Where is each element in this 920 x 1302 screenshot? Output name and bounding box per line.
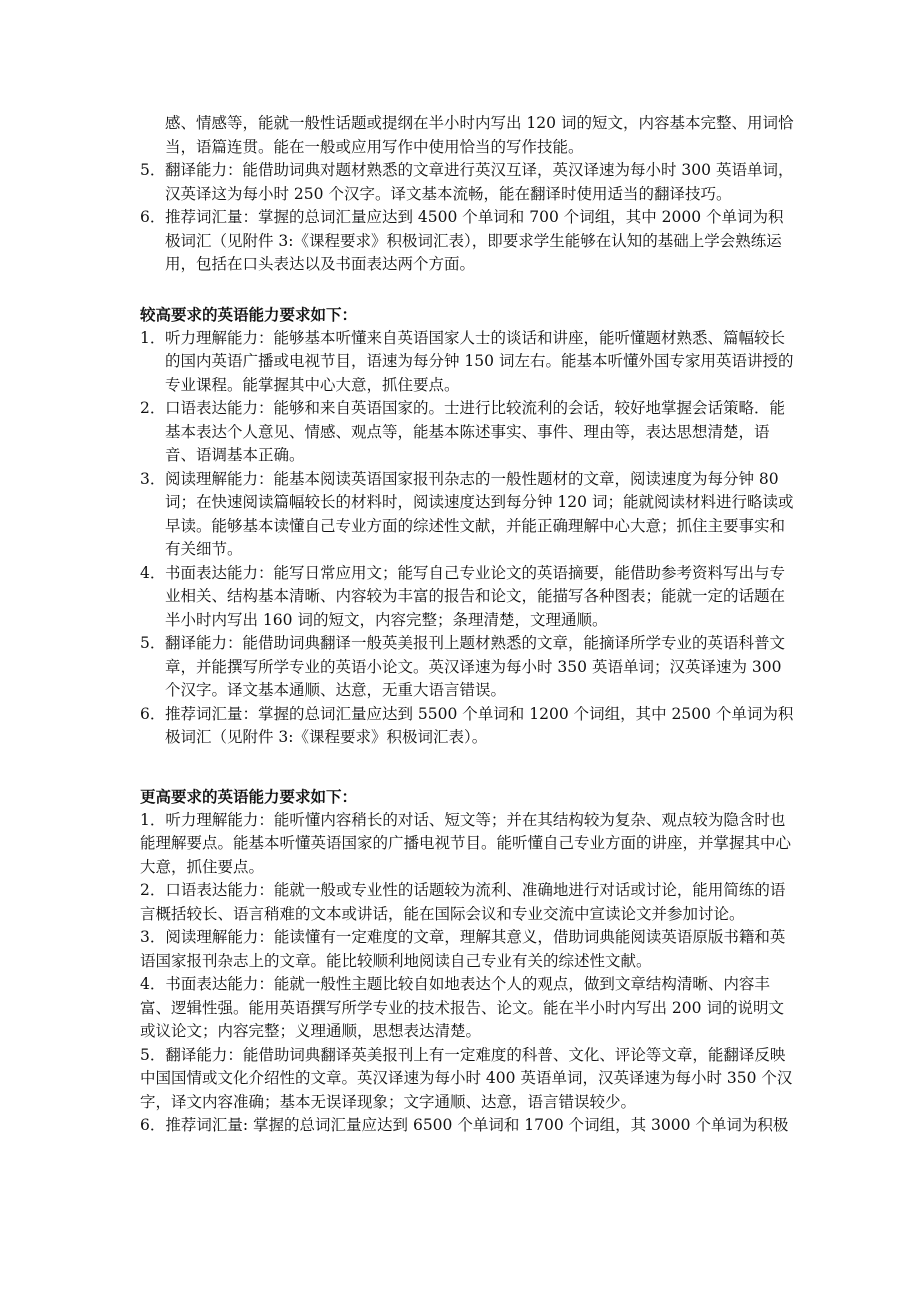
item-number: 1． — [140, 328, 166, 347]
list-item — [0, 632, 795, 703]
list-item — [0, 562, 795, 633]
item-number: 4． — [140, 563, 166, 582]
list-item — [0, 973, 795, 1044]
item-number: 3． — [140, 928, 166, 946]
section-higher — [0, 303, 920, 750]
item-number: 2． — [140, 881, 166, 899]
item-number: 5． — [140, 1045, 166, 1064]
item-number: 6． — [140, 1116, 166, 1134]
item-text: 翻译能力：能借助词典翻译英美报刊上有一定难度的科普、文化、评论等文章，能翻译反映中国国情或文化介绍性的文章。英汉译速为每小时 400 英语单词，汉英译速为每小时 350 个汉字，译文内容准确；基本无误译现象；文字通顺、达意，语言错误较少。 — [140, 1045, 793, 1111]
list-item — [0, 327, 795, 398]
item-number: 4． — [140, 975, 166, 993]
section-highest — [0, 785, 920, 1138]
item-text: 翻译能力：能借助词典对题材熟悉的文章进行英汉互译，英汉译速为每小时 300 英语单词，汉英译这为每小时 250 个汉字。译文基本流畅，能在翻译时使用适当的翻译技巧。 — [165, 161, 794, 203]
item-text: 口语表达能力：能就一般或专业性的话题较为流利、准确地进行对话或讨论，能用简练的语言概括较长、语言稍难的文本或讲话，能在国际会议和专业交流中宣读论文并参加讨论。 — [140, 881, 786, 923]
list-item — [0, 1044, 795, 1115]
list-item — [0, 206, 795, 277]
item-text: 听力理解能力：能听懂内容稍长的对话、短文等；并在其结构较为复杂、观点较为隐含时也能理解要点。能基本听懂英语国家的广播电视节目。能听懂自己专业方面的讲座，并掌握其中心大意，抓住要点。 — [140, 810, 792, 876]
item-text: 推荐词汇量：掌握的总词汇量应达到 5500 个单词和 1200 个词组，其中 2500 个单词为积极词汇（见附件 3:《课程要求》积极词汇表）。 — [165, 704, 794, 746]
list-item — [0, 468, 795, 562]
item-text: 翻译能力：能借助词典翻译一般英美报刊上题材熟悉的文章，能摘译所学专业的英语科普文章，并能撰写所学专业的英语小论文。英汉译速为每小时 350 英语单词；汉英译速为 300 个汉字。译文基本通顺、达意，无重大语言错误。 — [165, 634, 786, 699]
section-heading: 较高要求的英语能力要求如下： — [140, 305, 358, 324]
item-number: 6． — [140, 208, 166, 226]
item-number: 5． — [140, 161, 166, 179]
item-number: 6． — [140, 704, 166, 723]
item-text: 阅读理解能力：能读懂有一定难度的文章，理解其意义，借助词典能阅读英语原版书籍和英语国家报刊杂志上的文章。能比较顺利地阅读自己专业有关的综述性文献。 — [140, 928, 786, 970]
item-text: 推荐词汇量：掌握的总词汇量应达到 4500 个单词和 700 个词组，其中 2000 个单词为积极词汇（见附件 3:《课程要求》积极词汇表），即要求学生能够在认知的基础上学会熟练运用，包括在口头表达以及书面表达两个方面。 — [165, 208, 784, 273]
item-number: 2． — [140, 399, 166, 417]
list-item — [0, 703, 795, 750]
list-item — [0, 926, 795, 973]
list-item — [0, 809, 795, 880]
item-number: 3． — [140, 469, 166, 488]
item-text: 书面表达能力：能写日常应用文；能写自己专业论文的英语摘要，能借助参考资料写出与专业相关、结构基本清晰、内容较为丰富的报告和论文，能描写各种图表；能就一定的话题在半小时内写出 160 词的短文，内容完整；条理清楚，文理通顺。 — [165, 563, 786, 629]
continuation-paragraph: 感、情感等，能就一般性话题或提纲在半小时内写出 120 词的短文，内容基本完整、用词恰当，语篇连贯。能在一般或应用写作中使用恰当的写作技能。 — [165, 114, 794, 156]
item-number: 1． — [140, 810, 166, 829]
item-number: 5． — [140, 634, 166, 652]
list-item — [0, 879, 795, 926]
list-item — [0, 397, 795, 468]
item-text: 口语表达能力：能够和来自英语国家的。士进行比较流利的会话，较好地掌握会话策略．能基本表达个人意见、情感、观点等，能基本陈述事实、事件、理由等，表达思想清楚，语音、语调基本正确。 — [165, 399, 786, 464]
list-item — [0, 159, 795, 206]
item-text: 书面表达能力：能就一般性主题比较自如地表达个人的观点，做到文章结构清晰、内容丰富、逻辑性强。能用英语撰写所学专业的技术报告、论文。能在半小时内写出 200 词的说明文或议论文；内容完整；义理通顺，思想表达清楚。 — [140, 975, 784, 1040]
item-text: 听力理解能力：能够基本听懂来自英语国家人士的谈话和讲座，能听懂题材熟悉、篇幅较长的国内英语广播或电视节目，语速为每分钟 150 词左右。能基本听懂外国专家用英语讲授的专业课程。能掌握其中心大意，抓住要点。 — [165, 328, 794, 394]
item-text: 阅读理解能力：能基本阅读英语国家报刊杂志的一般性题材的文章，阅读速度为每分钟 80 词；在快速阅读篇幅较长的材料时，阅读速度达到每分钟 120 词；能就阅读材料进行略读或早读。能够基本读懂自己专业方面的综述性文献，并能正确理解中心大意；抓住主要事实和有关细节。 — [165, 469, 794, 558]
item-text: 推荐词汇量: 掌握的总词汇量应达到 6500 个单词和 1700 个词组，其 3000 个单词为积极 — [165, 1116, 789, 1134]
top-block — [0, 112, 920, 277]
section-heading: 更高要求的英语能力要求如下： — [140, 787, 358, 806]
list-item — [0, 1114, 795, 1138]
